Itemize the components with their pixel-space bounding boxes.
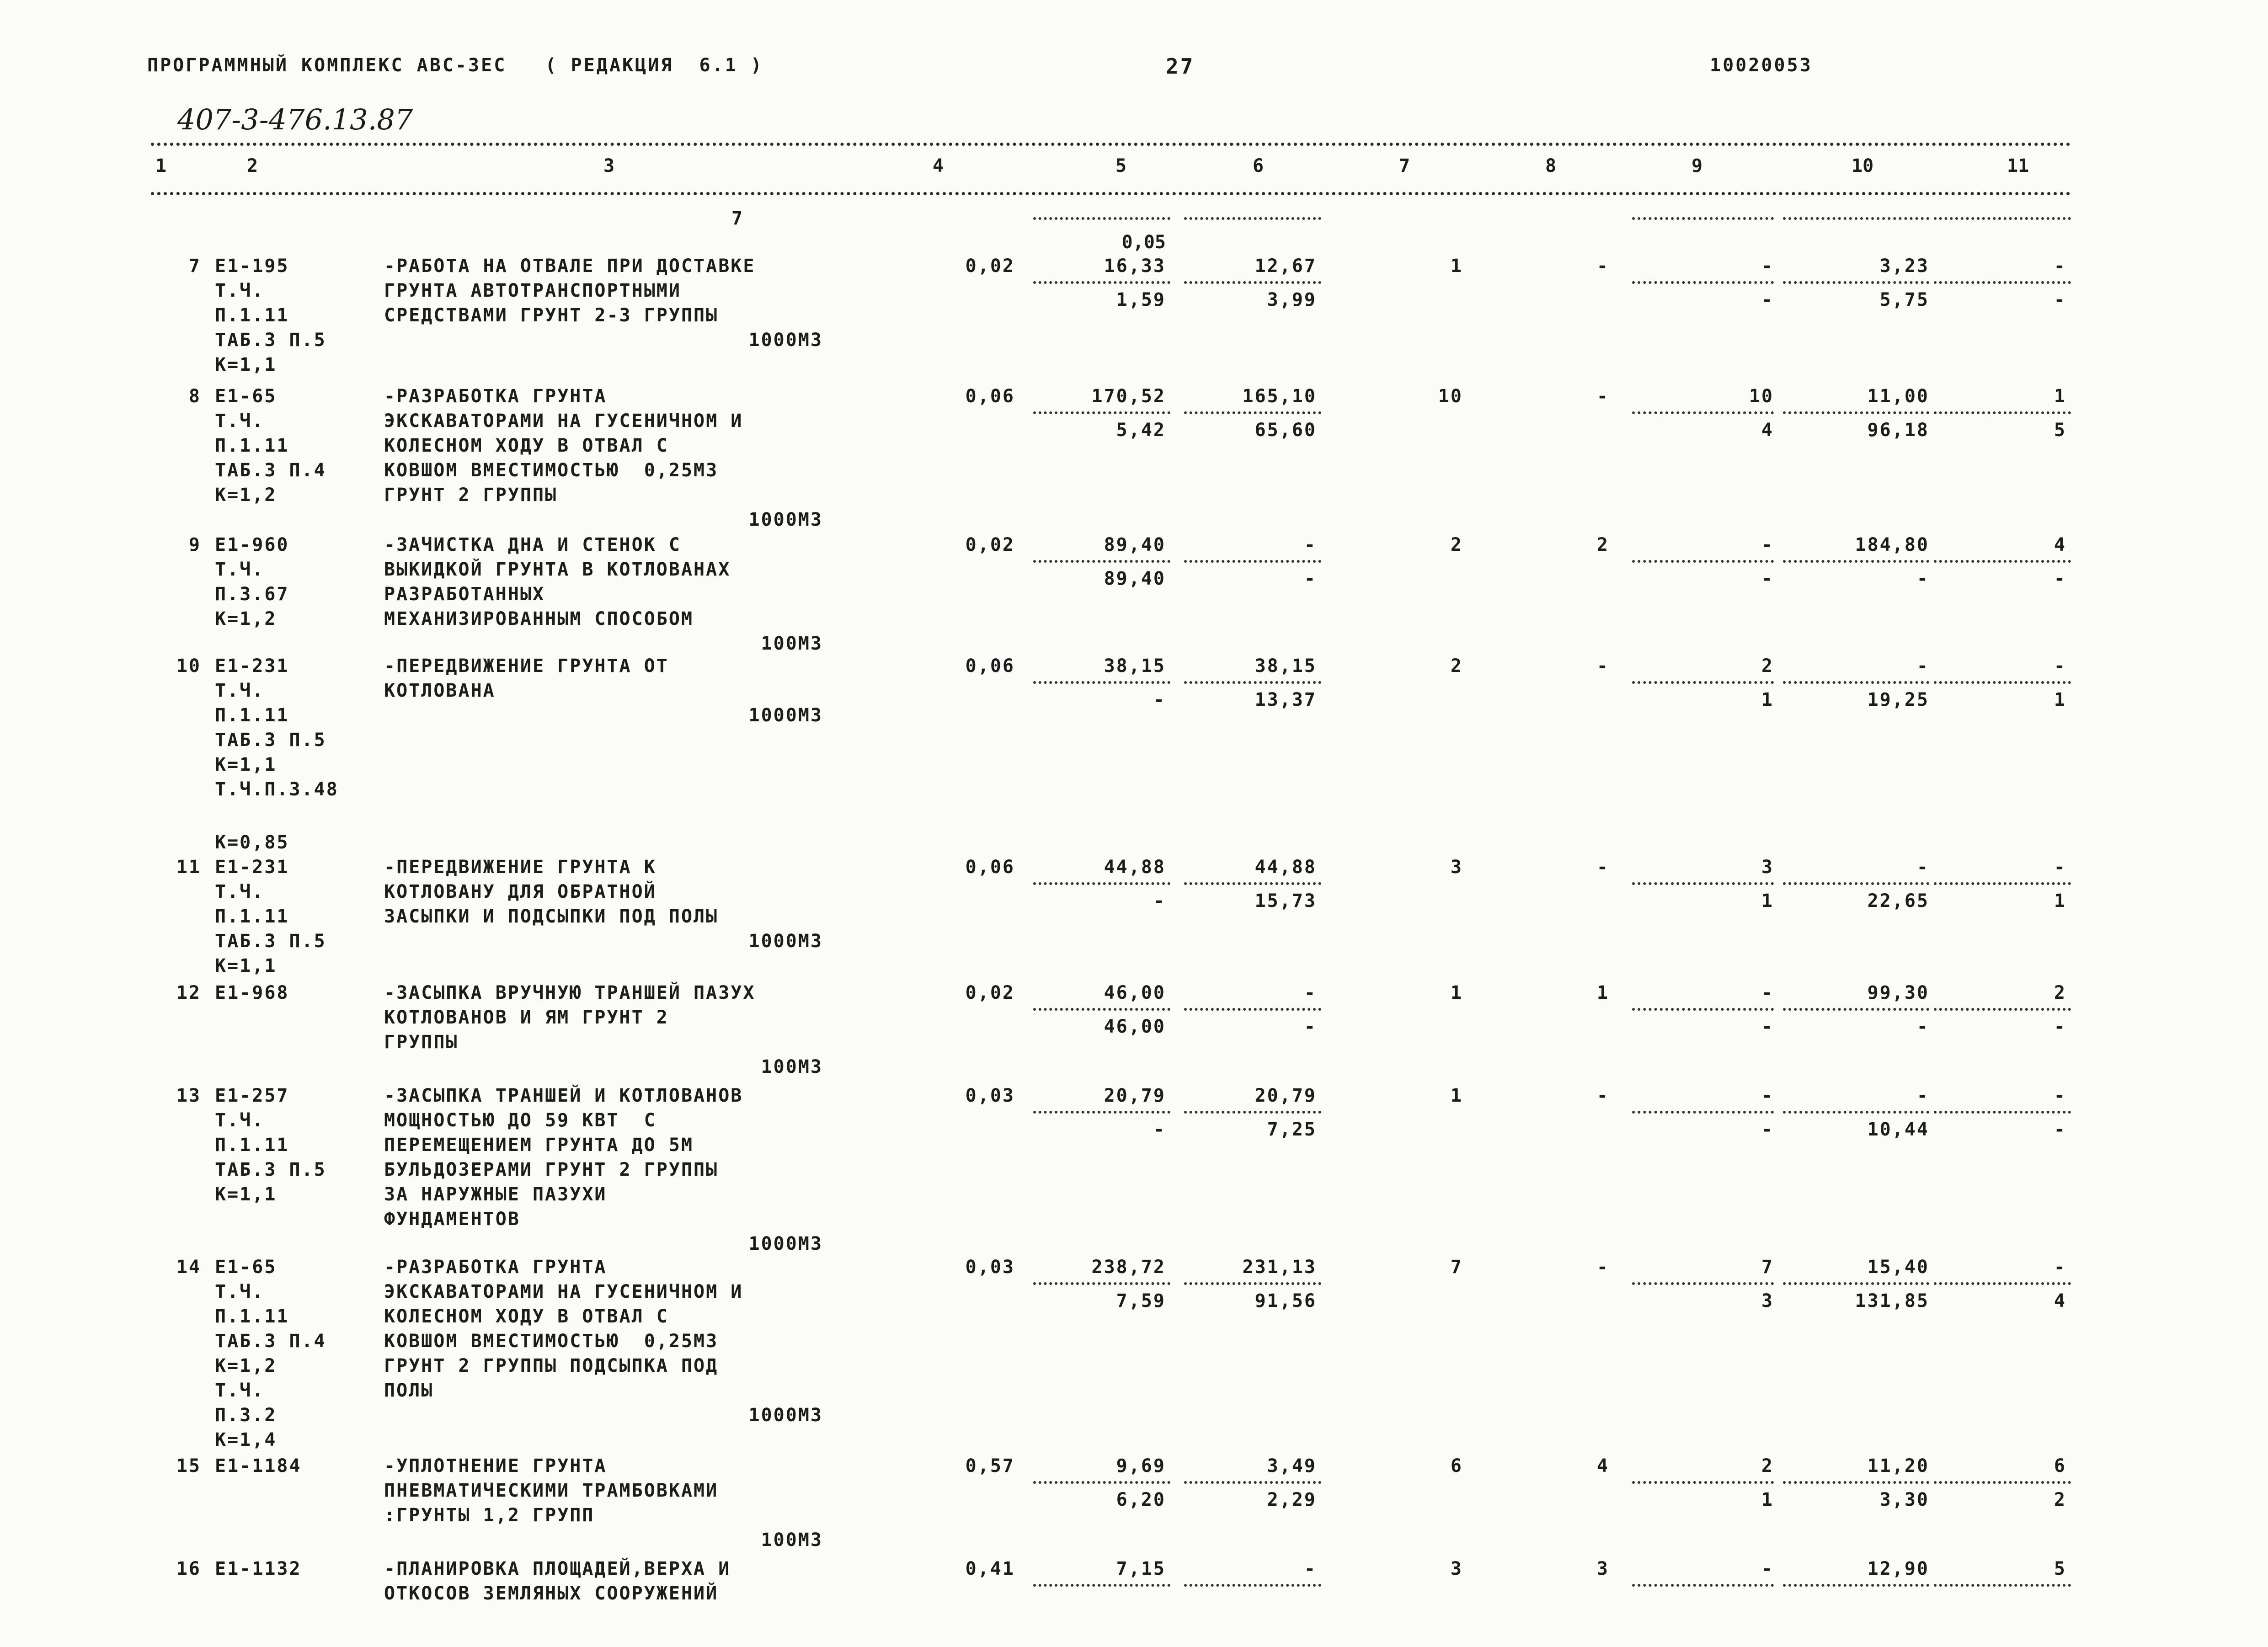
- row-14-col5-top: 238,72: [1091, 1257, 1166, 1278]
- row-8-description-line: ГРУНТ 2 ГРУППЫ: [384, 485, 558, 506]
- row-10-col5-top: 38,15: [1104, 656, 1166, 677]
- row-14-unit: 1000М3: [748, 1405, 823, 1426]
- row-12-col6-divider: [1184, 1008, 1321, 1011]
- row-13-col6-top: 20,79: [1254, 1085, 1317, 1106]
- row-8-col11-top: 1: [2054, 386, 2066, 407]
- row-10-col11-bottom: 1: [2054, 689, 2066, 710]
- row-12-col6-bottom: -: [1304, 1016, 1317, 1037]
- row-11-col5-bottom: -: [1153, 890, 1166, 911]
- column-number-5: 5: [1115, 155, 1127, 176]
- row-8-col9-divider: [1632, 411, 1774, 414]
- row-12-col9-top: -: [1761, 982, 1774, 1003]
- row-8-col5-divider: [1033, 411, 1170, 414]
- row-15-col10-top: 11,20: [1867, 1455, 1929, 1476]
- row-15-col9-bottom: 1: [1761, 1489, 1774, 1510]
- row-14-quantity: 0,03: [965, 1257, 1015, 1278]
- row-7-col9-top: -: [1761, 256, 1774, 277]
- row-10-code-line: П.1.11: [215, 705, 289, 726]
- row-15-col7: 6: [1450, 1455, 1463, 1476]
- row-15-number: 15: [176, 1455, 201, 1476]
- row-14-col9-bottom: 3: [1761, 1290, 1774, 1311]
- handwritten-reference: 407-3-476.13.87: [177, 103, 413, 136]
- row-8-code-line: Т.Ч.: [215, 410, 265, 432]
- top-marker: 7: [731, 208, 743, 229]
- row-7-col8: -: [1596, 256, 1609, 277]
- row-8-col6-divider: [1184, 411, 1321, 414]
- column-number-3: 3: [603, 155, 615, 176]
- row-9-description-line: МЕХАНИЗИРОВАННЫМ СПОСОБОМ: [384, 608, 694, 629]
- row-7-col9-bottom: -: [1761, 289, 1774, 310]
- row-13-quantity: 0,03: [965, 1085, 1015, 1106]
- row-14-code-line: К=1,2: [215, 1355, 277, 1376]
- row-8-col7: 10: [1438, 386, 1463, 407]
- row-16-quantity: 0,41: [965, 1558, 1015, 1579]
- row-8-quantity: 0,06: [965, 386, 1015, 407]
- row-13-col5-bottom: -: [1153, 1119, 1166, 1140]
- row-14-description-line: ГРУНТ 2 ГРУППЫ ПОДСЫПКА ПОД: [384, 1355, 719, 1376]
- row-8-col5-bottom: 5,42: [1116, 420, 1166, 441]
- row-11-col10-bottom: 22,65: [1867, 890, 1929, 911]
- row-7-col5-divider: [1033, 281, 1170, 284]
- page-number: 27: [1166, 54, 1195, 79]
- column-number-8: 8: [1545, 155, 1557, 176]
- row-11-col10-divider: [1783, 882, 1929, 885]
- row-16-description-line: ОТКОСОВ ЗЕМЛЯНЫХ СООРУЖЕНИЙ: [384, 1583, 719, 1604]
- row-15-col5-divider: [1033, 1481, 1170, 1484]
- row-14-code-line: Е1-65: [215, 1257, 277, 1278]
- row-16-col6-top: -: [1304, 1558, 1317, 1579]
- row-16-col5-top: 7,15: [1116, 1558, 1166, 1579]
- row-13-col10-divider: [1783, 1111, 1929, 1114]
- row-16-col9-top: -: [1761, 1558, 1774, 1579]
- row-16-col7: 3: [1450, 1558, 1463, 1579]
- row-9-col6-top: -: [1304, 534, 1317, 555]
- row-13-col10-top: -: [1916, 1085, 1929, 1106]
- row-10-col5-bottom: -: [1153, 689, 1166, 710]
- row-10-code-line: Т.Ч.П.3.48: [215, 779, 339, 800]
- row-15-col6-bottom: 2,29: [1267, 1489, 1317, 1510]
- row-11-code-line: П.1.11: [215, 906, 289, 927]
- header-rule-bottom: [151, 192, 2071, 195]
- row-10-col5-divider: [1033, 681, 1170, 684]
- row-10-col6-top: 38,15: [1254, 656, 1317, 677]
- row-7-description-line: ГРУНТА АВТОТРАНСПОРТНЫМИ: [384, 280, 681, 301]
- row-13-col8: -: [1596, 1085, 1609, 1106]
- row-16-col10-top: 12,90: [1867, 1558, 1929, 1579]
- row-14-description-line: КОВШОМ ВМЕСТИМОСТЬЮ 0,25М3: [384, 1331, 719, 1352]
- row-16-col11-divider: [1934, 1584, 2071, 1587]
- row-14-description-line: КОЛЕСНОМ ХОДУ В ОТВАЛ С: [384, 1306, 669, 1327]
- row-10-description-line: -ПЕРЕДВИЖЕНИЕ ГРУНТА ОТ: [384, 656, 669, 677]
- row-13-code-line: Т.Ч.: [215, 1110, 265, 1131]
- header-rule-top: [151, 143, 2071, 146]
- column-number-6: 6: [1253, 155, 1264, 176]
- top-col11-divider: [1934, 217, 2071, 220]
- column-number-2: 2: [247, 155, 258, 176]
- row-8-col5-top: 170,52: [1091, 386, 1166, 407]
- row-11-code-line: Е1-231: [215, 857, 289, 878]
- row-7-number: 7: [188, 256, 201, 277]
- row-9-col5-divider: [1033, 560, 1170, 563]
- column-number-9: 9: [1692, 155, 1703, 176]
- row-10-code-line: Е1-231: [215, 656, 289, 677]
- row-8-code-line: К=1,2: [215, 485, 277, 506]
- row-11-col6-divider: [1184, 882, 1321, 885]
- row-14-number: 14: [176, 1257, 201, 1278]
- row-7-col11-bottom: -: [2054, 289, 2066, 310]
- row-9-code-line: Е1-960: [215, 534, 289, 555]
- row-16-col5-divider: [1033, 1584, 1170, 1587]
- row-13-unit: 1000М3: [748, 1233, 823, 1254]
- row-9-col11-top: 4: [2054, 534, 2066, 555]
- row-7-col6-divider: [1184, 281, 1321, 284]
- row-10-col6-divider: [1184, 681, 1321, 684]
- row-14-col11-bottom: 4: [2054, 1290, 2066, 1311]
- row-8-col11-bottom: 5: [2054, 420, 2066, 441]
- column-number-11: 11: [2007, 155, 2029, 176]
- row-15-description-line: ПНЕВМАТИЧЕСКИМИ ТРАМБОВКАМИ: [384, 1480, 719, 1501]
- row-11-col9-top: 3: [1761, 857, 1774, 878]
- row-10-col7: 2: [1450, 656, 1463, 677]
- row-10-col9-top: 2: [1761, 656, 1774, 677]
- row-13-description-line: -ЗАСЫПКА ТРАНШЕЙ И КОТЛОВАНОВ: [384, 1085, 743, 1106]
- row-7-col7: 1: [1450, 256, 1463, 277]
- row-13-code-line: Е1-257: [215, 1085, 289, 1106]
- row-11-quantity: 0,06: [965, 857, 1015, 878]
- row-13-col9-bottom: -: [1761, 1119, 1774, 1140]
- row-12-quantity: 0,02: [965, 982, 1015, 1003]
- row-9-col8: 2: [1596, 534, 1609, 555]
- row-15-col6-top: 3,49: [1267, 1455, 1317, 1476]
- row-10-code-line: К=1,1: [215, 754, 277, 775]
- row-14-col10-divider: [1783, 1282, 1929, 1285]
- row-10-col10-bottom: 19,25: [1867, 689, 1929, 710]
- row-12-description-line: ГРУППЫ: [384, 1032, 459, 1053]
- row-12-col5-bottom: 46,00: [1104, 1016, 1166, 1037]
- row-14-description-line: -РАЗРАБОТКА ГРУНТА: [384, 1257, 607, 1278]
- row-11-col7: 3: [1450, 857, 1463, 878]
- row-11-code-line: ТАБ.3 П.5: [215, 931, 326, 952]
- row-15-col9-top: 2: [1761, 1455, 1774, 1476]
- top-col10-divider: [1783, 217, 1929, 220]
- row-14-col6-bottom: 91,56: [1254, 1290, 1317, 1311]
- row-14-col7: 7: [1450, 1257, 1463, 1278]
- row-16-col9-divider: [1632, 1584, 1774, 1587]
- row-8-col10-top: 11,00: [1867, 386, 1929, 407]
- row-7-col10-bottom: 5,75: [1879, 289, 1929, 310]
- row-7-code-line: Е1-195: [215, 256, 289, 277]
- row-9-col9-bottom: -: [1761, 568, 1774, 589]
- row-8-code-line: ТАБ.3 П.4: [215, 460, 326, 481]
- row-9-col9-divider: [1632, 560, 1774, 563]
- row-16-number: 16: [176, 1558, 201, 1579]
- row-12-col11-divider: [1934, 1008, 2071, 1011]
- row-14-code-line: Т.Ч.: [215, 1281, 265, 1302]
- row-16-col6-divider: [1184, 1584, 1321, 1587]
- row-14-col11-divider: [1934, 1282, 2071, 1285]
- row-11-col11-top: -: [2054, 857, 2066, 878]
- row-12-col9-divider: [1632, 1008, 1774, 1011]
- row-11-col9-divider: [1632, 882, 1774, 885]
- row-14-col9-divider: [1632, 1282, 1774, 1285]
- row-13-col5-top: 20,79: [1104, 1085, 1166, 1106]
- row-9-code-line: П.3.67: [215, 584, 289, 605]
- row-11-col10-top: -: [1916, 857, 1929, 878]
- row-10-col9-divider: [1632, 681, 1774, 684]
- row-16-col11-top: 5: [2054, 1558, 2066, 1579]
- row-14-code-line: П.3.2: [215, 1405, 277, 1426]
- row-14-col6-top: 231,13: [1242, 1257, 1317, 1278]
- row-10-description-line: КОТЛОВАНА: [384, 680, 496, 701]
- row-16-code-line: Е1-1132: [215, 1558, 302, 1579]
- row-10-col10-divider: [1783, 681, 1929, 684]
- row-12-col7: 1: [1450, 982, 1463, 1003]
- row-9-col5-bottom: 89,40: [1104, 568, 1166, 589]
- row-15-col11-divider: [1934, 1481, 2071, 1484]
- row-12-col10-bottom: -: [1916, 1016, 1929, 1037]
- row-15-description-line: -УПЛОТНЕНИЕ ГРУНТА: [384, 1455, 607, 1476]
- row-7-code-line: ТАБ.3 П.5: [215, 330, 326, 351]
- row-10-col6-bottom: 13,37: [1254, 689, 1317, 710]
- row-13-code-line: К=1,1: [215, 1184, 277, 1205]
- row-7-col6-top: 12,67: [1254, 256, 1317, 277]
- row-7-col9-divider: [1632, 281, 1774, 284]
- row-11-col9-bottom: 1: [1761, 890, 1774, 911]
- row-13-col6-bottom: 7,25: [1267, 1119, 1317, 1140]
- row-9-col9-top: -: [1761, 534, 1774, 555]
- row-11-description-line: КОТЛОВАНУ ДЛЯ ОБРАТНОЙ: [384, 881, 656, 902]
- row-12-code-line: Е1-968: [215, 982, 289, 1003]
- row-11-col5-divider: [1033, 882, 1170, 885]
- row-10-col8: -: [1596, 656, 1609, 677]
- row-8-col6-top: 165,10: [1242, 386, 1317, 407]
- row-14-code-line: П.1.11: [215, 1306, 289, 1327]
- row-9-unit: 100М3: [761, 633, 823, 654]
- row-13-col6-divider: [1184, 1111, 1321, 1114]
- row-11-description-line: -ПЕРЕДВИЖЕНИЕ ГРУНТА К: [384, 857, 656, 878]
- row-12-col10-divider: [1783, 1008, 1929, 1011]
- row-9-description-line: РАЗРАБОТАННЫХ: [384, 584, 545, 605]
- row-7-quantity: 0,02: [965, 256, 1015, 277]
- row-11-code-line: К=1,1: [215, 955, 277, 976]
- row-10-col10-top: -: [1916, 656, 1929, 677]
- row-10-col11-top: -: [2054, 656, 2066, 677]
- top-col5-divider: [1033, 217, 1170, 220]
- column-number-1: 1: [155, 155, 167, 176]
- row-11-col8: -: [1596, 857, 1609, 878]
- row-12-col8: 1: [1596, 982, 1609, 1003]
- row-7-col10-top: 3,23: [1879, 256, 1929, 277]
- row-11-col5-top: 44,88: [1104, 857, 1166, 878]
- row-12-col5-divider: [1033, 1008, 1170, 1011]
- top-value-col5: 0,05: [1121, 232, 1166, 253]
- row-9-col10-top: 184,80: [1855, 534, 1929, 555]
- row-15-col9-divider: [1632, 1481, 1774, 1484]
- row-13-col11-top: -: [2054, 1085, 2066, 1106]
- row-16-col8: 3: [1596, 1558, 1609, 1579]
- row-12-col11-top: 2: [2054, 982, 2066, 1003]
- row-13-code-line: ТАБ.3 П.5: [215, 1159, 326, 1180]
- row-9-col7: 2: [1450, 534, 1463, 555]
- row-8-code-line: Е1-65: [215, 386, 277, 407]
- row-8-col11-divider: [1934, 411, 2071, 414]
- row-8-description-line: -РАЗРАБОТКА ГРУНТА: [384, 386, 607, 407]
- row-7-col5-top: 16,33: [1104, 256, 1166, 277]
- row-14-code-line: К=1,4: [215, 1429, 277, 1450]
- row-15-col6-divider: [1184, 1481, 1321, 1484]
- row-9-col10-bottom: -: [1916, 568, 1929, 589]
- row-8-unit: 1000М3: [748, 509, 823, 530]
- row-16-col10-divider: [1783, 1584, 1929, 1587]
- row-15-description-line: :ГРУНТЫ 1,2 ГРУПП: [384, 1505, 595, 1526]
- row-7-code-line: П.1.11: [215, 305, 289, 326]
- row-14-col10-top: 15,40: [1867, 1257, 1929, 1278]
- row-11-description-line: ЗАСЫПКИ И ПОДСЫПКИ ПОД ПОЛЫ: [384, 906, 719, 927]
- row-9-col11-bottom: -: [2054, 568, 2066, 589]
- row-12-number: 12: [176, 982, 201, 1003]
- row-13-col5-divider: [1033, 1111, 1170, 1114]
- row-15-unit: 100М3: [761, 1530, 823, 1551]
- row-14-col5-bottom: 7,59: [1116, 1290, 1166, 1311]
- row-7-description-line: СРЕДСТВАМИ ГРУНТ 2-3 ГРУППЫ: [384, 305, 719, 326]
- row-8-col10-bottom: 96,18: [1867, 420, 1929, 441]
- row-12-unit: 100М3: [761, 1056, 823, 1077]
- row-7-col5-bottom: 1,59: [1116, 289, 1166, 310]
- row-9-col6-divider: [1184, 560, 1321, 563]
- row-8-col6-bottom: 65,60: [1254, 420, 1317, 441]
- row-9-code-line: Т.Ч.: [215, 559, 265, 580]
- row-11-unit: 1000М3: [748, 931, 823, 952]
- row-14-description-line: ЭКСКАВАТОРАМИ НА ГУСЕНИЧНОМ И: [384, 1281, 743, 1302]
- top-col6-divider: [1184, 217, 1321, 220]
- row-14-col9-top: 7: [1761, 1257, 1774, 1278]
- row-10-col9-bottom: 1: [1761, 689, 1774, 710]
- row-13-description-line: ФУНДАМЕНТОВ: [384, 1209, 520, 1230]
- row-14-col11-top: -: [2054, 1257, 2066, 1278]
- row-12-description-line: КОТЛОВАНОВ И ЯМ ГРУНТ 2: [384, 1007, 669, 1028]
- top-col9-divider: [1632, 217, 1774, 220]
- row-10-quantity: 0,06: [965, 656, 1015, 677]
- row-15-col10-bottom: 3,30: [1879, 1489, 1929, 1510]
- column-number-7: 7: [1399, 155, 1410, 176]
- row-12-col9-bottom: -: [1761, 1016, 1774, 1037]
- row-12-col11-bottom: -: [2054, 1016, 2066, 1037]
- row-14-code-line: Т.Ч.: [215, 1380, 265, 1401]
- row-9-col6-bottom: -: [1304, 568, 1317, 589]
- row-13-col10-bottom: 10,44: [1867, 1119, 1929, 1140]
- row-10-col11-divider: [1934, 681, 2071, 684]
- column-number-10: 10: [1852, 155, 1874, 176]
- row-13-code-line: П.1.11: [215, 1135, 289, 1156]
- row-10-unit: 1000М3: [748, 705, 823, 726]
- row-9-description-line: ВЫКИДКОЙ ГРУНТА В КОТЛОВАНАХ: [384, 559, 731, 580]
- row-12-description-line: -ЗАСЫПКА ВРУЧНУЮ ТРАНШЕЙ ПАЗУХ: [384, 982, 756, 1003]
- row-13-col11-divider: [1934, 1111, 2071, 1114]
- row-9-code-line: К=1,2: [215, 608, 277, 629]
- row-13-description-line: МОЩНОСТЬЮ ДО 59 КВТ С: [384, 1110, 656, 1131]
- row-12-col6-top: -: [1304, 982, 1317, 1003]
- row-12-col5-top: 46,00: [1104, 982, 1166, 1003]
- row-7-code-line: К=1,1: [215, 354, 277, 375]
- row-8-description-line: КОВШОМ ВМЕСТИМОСТЬЮ 0,25М3: [384, 460, 719, 481]
- row-13-col11-bottom: -: [2054, 1119, 2066, 1140]
- row-13-description-line: ПЕРЕМЕЩЕНИЕМ ГРУНТА ДО 5М: [384, 1135, 694, 1156]
- row-13-col9-top: -: [1761, 1085, 1774, 1106]
- row-7-col11-divider: [1934, 281, 2071, 284]
- row-8-description-line: ЭКСКАВАТОРАМИ НА ГУСЕНИЧНОМ И: [384, 410, 743, 432]
- row-9-col11-divider: [1934, 560, 2071, 563]
- row-13-col7: 1: [1450, 1085, 1463, 1106]
- row-9-quantity: 0,02: [965, 534, 1015, 555]
- row-7-description-line: -РАБОТА НА ОТВАЛЕ ПРИ ДОСТАВКЕ: [384, 256, 756, 277]
- row-13-description-line: ЗА НАРУЖНЫЕ ПАЗУХИ: [384, 1184, 607, 1205]
- row-8-col10-divider: [1783, 411, 1929, 414]
- row-7-col11-top: -: [2054, 256, 2066, 277]
- row-7-code-line: Т.Ч.: [215, 280, 265, 301]
- row-9-col5-top: 89,40: [1104, 534, 1166, 555]
- row-12-col10-top: 99,30: [1867, 982, 1929, 1003]
- row-8-code-line: П.1.11: [215, 435, 289, 456]
- row-14-code-line: ТАБ.3 П.4: [215, 1331, 326, 1352]
- column-number-4: 4: [933, 155, 944, 176]
- row-9-description-line: -ЗАЧИСТКА ДНА И СТЕНОК С: [384, 534, 681, 555]
- row-9-number: 9: [188, 534, 201, 555]
- row-14-col10-bottom: 131,85: [1855, 1290, 1929, 1311]
- row-11-col6-bottom: 15,73: [1254, 890, 1317, 911]
- row-15-col11-top: 6: [2054, 1455, 2066, 1476]
- row-8-col9-bottom: 4: [1761, 420, 1774, 441]
- document-number: 10020053: [1710, 55, 1813, 76]
- row-11-col11-bottom: 1: [2054, 890, 2066, 911]
- row-14-description-line: ПОЛЫ: [384, 1380, 434, 1401]
- row-15-code-line: Е1-1184: [215, 1455, 302, 1476]
- row-11-coef-pre: К=0,85: [215, 832, 289, 853]
- row-11-code-line: Т.Ч.: [215, 881, 265, 902]
- row-13-description-line: БУЛЬДОЗЕРАМИ ГРУНТ 2 ГРУППЫ: [384, 1159, 719, 1180]
- row-11-col11-divider: [1934, 882, 2071, 885]
- row-14-col8: -: [1596, 1257, 1609, 1278]
- row-7-unit: 1000М3: [748, 330, 823, 351]
- row-8-col8: -: [1596, 386, 1609, 407]
- row-15-col5-top: 9,69: [1116, 1455, 1166, 1476]
- row-15-col8: 4: [1596, 1455, 1609, 1476]
- row-8-description-line: КОЛЕСНОМ ХОДУ В ОТВАЛ С: [384, 435, 669, 456]
- row-13-col9-divider: [1632, 1111, 1774, 1114]
- row-16-description-line: -ПЛАНИРОВКА ПЛОЩАДЕЙ,ВЕРХА И: [384, 1558, 731, 1579]
- program-header: ПРОГРАММНЫЙ КОМПЛЕКС АВС-3ЕС ( РЕДАКЦИЯ 6.1 ): [147, 55, 763, 76]
- row-7-col10-divider: [1783, 281, 1929, 284]
- row-15-quantity: 0,57: [965, 1455, 1015, 1476]
- row-8-number: 8: [188, 386, 201, 407]
- row-10-code-line: ТАБ.3 П.5: [215, 730, 326, 751]
- row-8-col9-top: 10: [1749, 386, 1774, 407]
- row-10-number: 10: [176, 656, 201, 677]
- row-14-col6-divider: [1184, 1282, 1321, 1285]
- row-10-code-line: Т.Ч.: [215, 680, 265, 701]
- row-14-col5-divider: [1033, 1282, 1170, 1285]
- row-15-col5-bottom: 6,20: [1116, 1489, 1166, 1510]
- row-11-col6-top: 44,88: [1254, 857, 1317, 878]
- row-15-col10-divider: [1783, 1481, 1929, 1484]
- row-13-number: 13: [176, 1085, 201, 1106]
- row-9-col10-divider: [1783, 560, 1929, 563]
- row-15-col11-bottom: 2: [2054, 1489, 2066, 1510]
- row-11-number: 11: [176, 857, 201, 878]
- row-7-col6-bottom: 3,99: [1267, 289, 1317, 310]
